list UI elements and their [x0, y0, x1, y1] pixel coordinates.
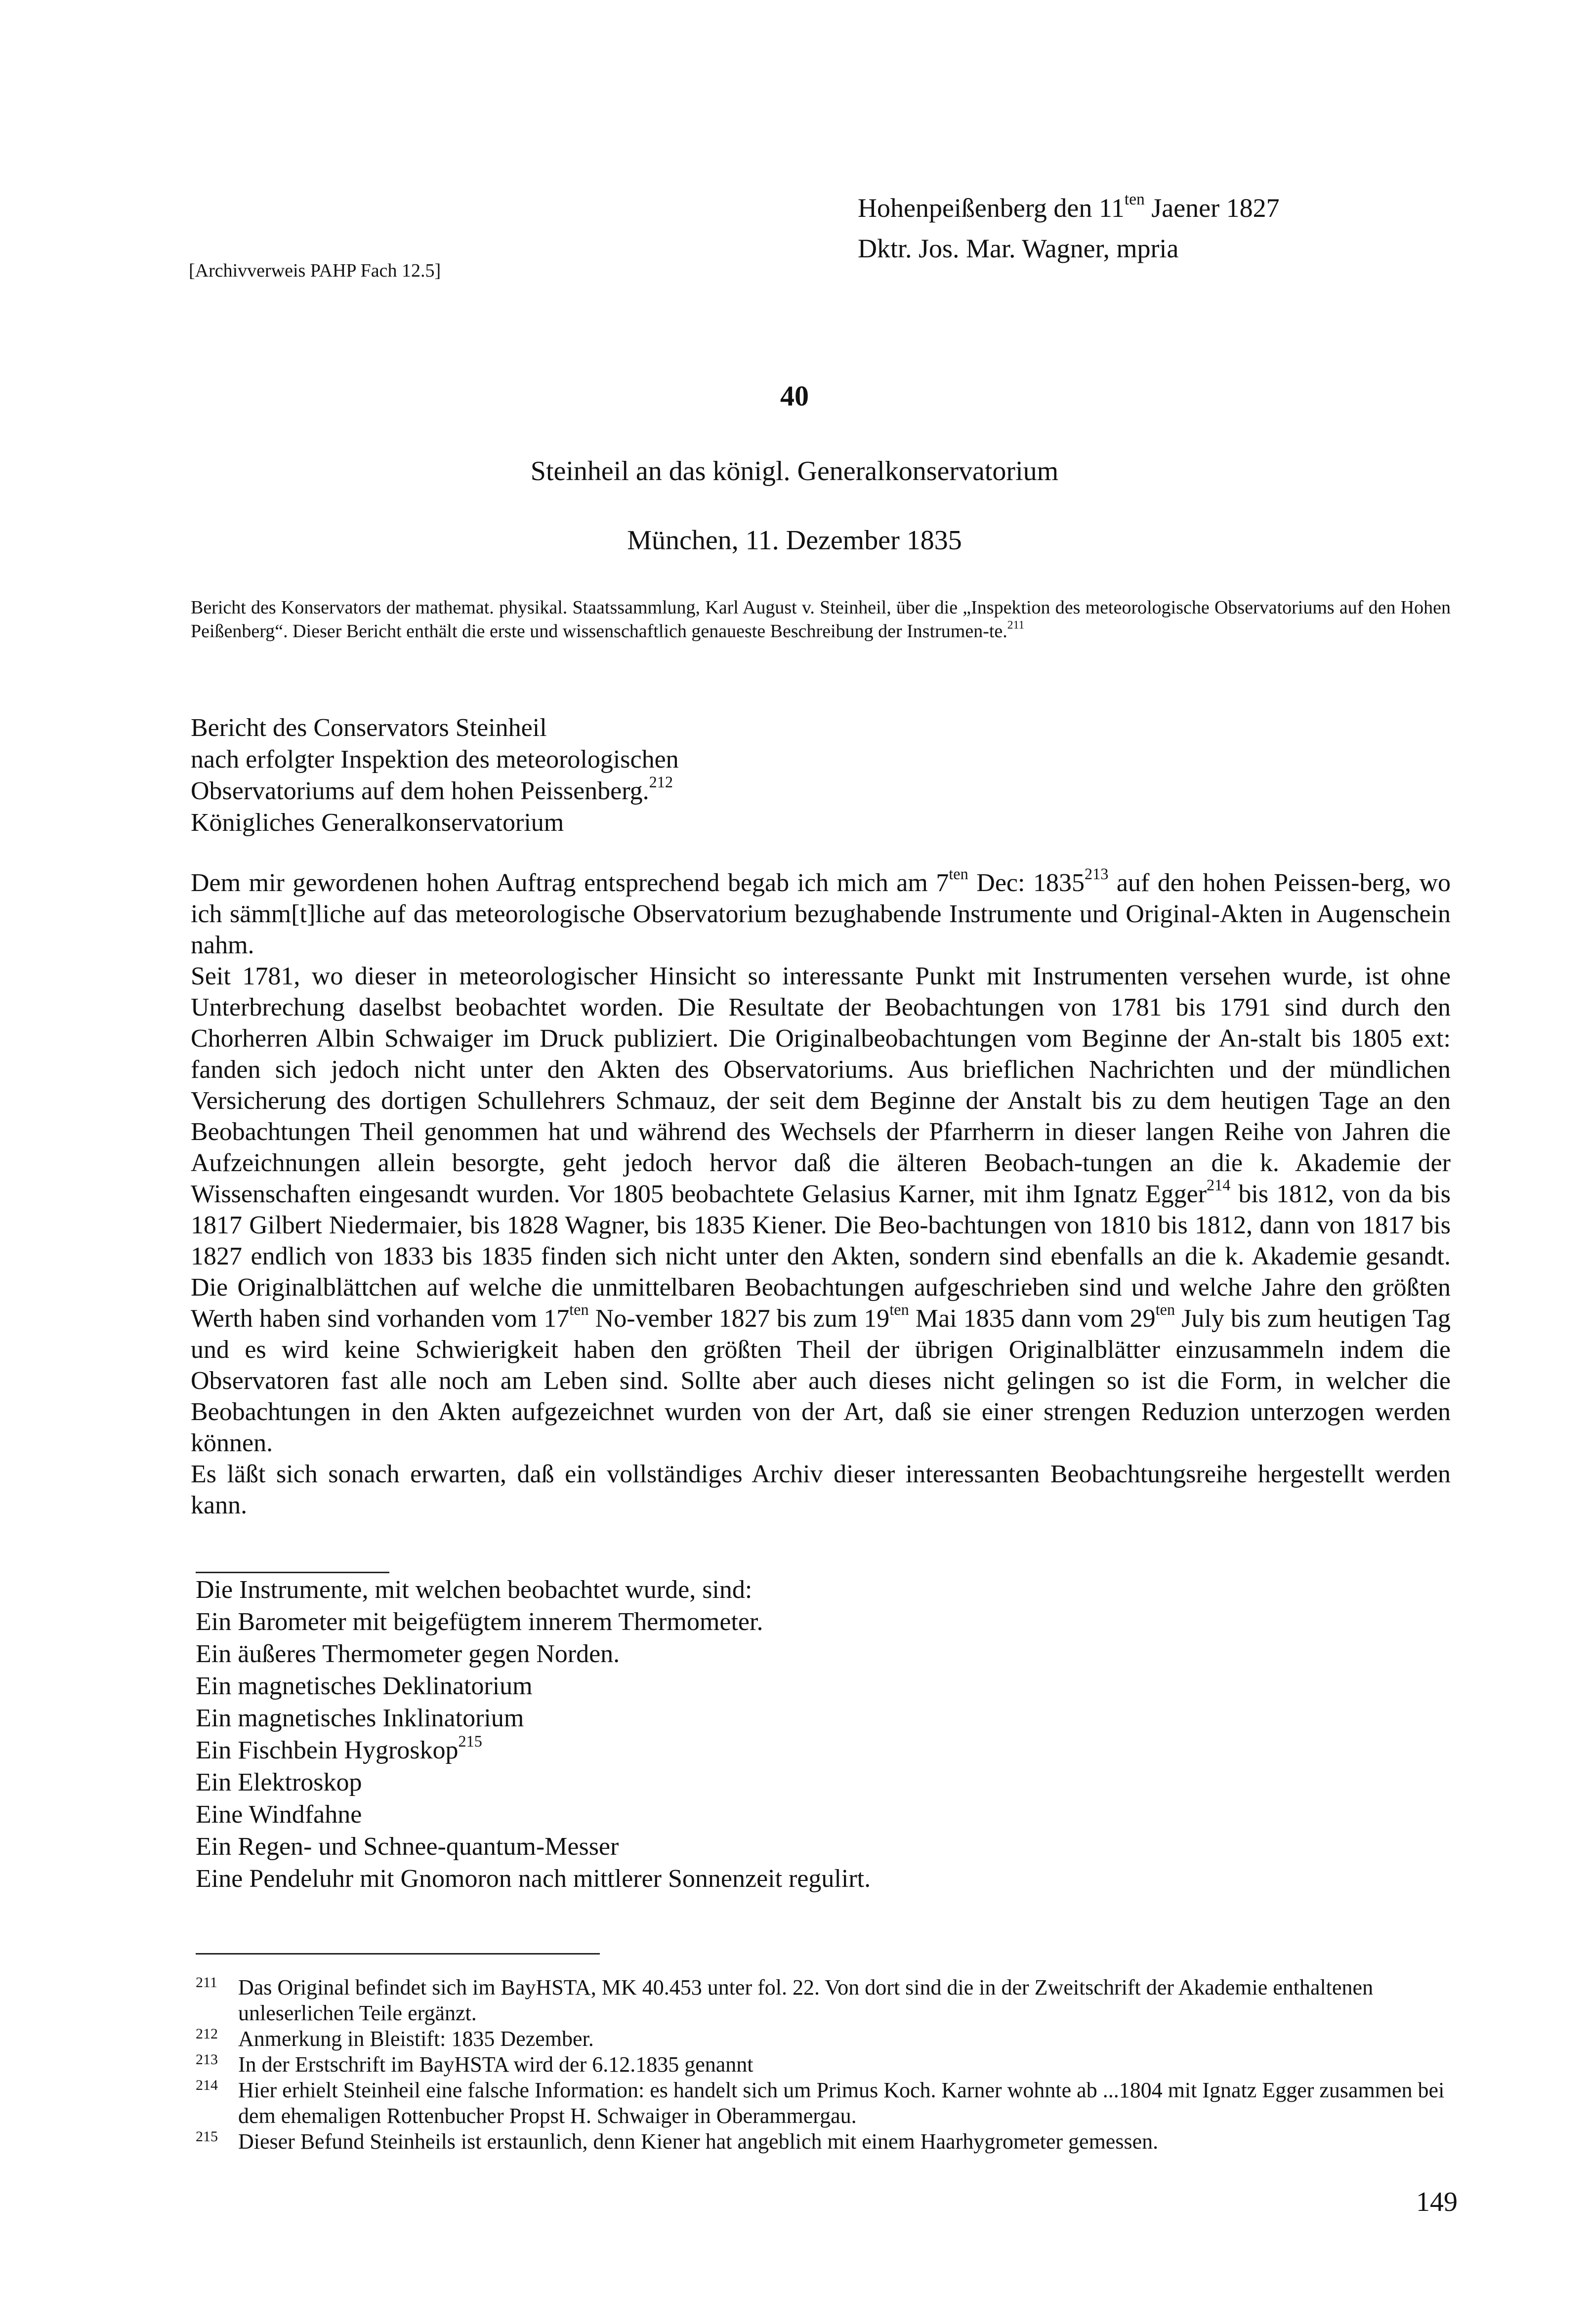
- instrument-item: Eine Pendeluhr mit Gnomoron nach mittlerer Sonnenzeit regulirt.: [196, 1865, 871, 1893]
- instrument-item: Ein magnetisches Inklinatorium: [196, 1704, 524, 1732]
- report-heading-line: Observatoriums auf dem hohen Peissenberg.$^{212}$: [191, 773, 673, 805]
- instrument-item: Ein äußeres Thermometer gegen Norden.: [196, 1640, 620, 1668]
- superscript-ten: ten: [889, 1300, 909, 1318]
- signature-place-date: Hohenpeißenberg den $11^{ten}$ Jaener 1827: [858, 190, 1280, 223]
- superscript-ten: ten: [1155, 1300, 1175, 1318]
- footnote-211: 211 Das Original befindet sich im BayHSTA, MK 40.453 unter fol. 22. Von dort sind die in der Zweitschrift der Akademie enthaltenen unleserlichen Teile ergänzt.: [196, 1974, 1374, 2025]
- footnote-ref-213: 213: [1085, 864, 1109, 883]
- section-divider: [196, 1572, 389, 1573]
- instrument-list-intro: Die Instrumente, mit welchen beobachtet wurde, sind:: [196, 1576, 753, 1604]
- superscript-ten: ten: [1124, 190, 1145, 208]
- archive-reference: [Archivverweis PAHP Fach 12.5]: [189, 260, 441, 281]
- instrument-item: Ein magnetisches Deklinatorium: [196, 1672, 533, 1700]
- document-summary: Bericht des Konservators der mathemat. physikal. Staatssammlung, Karl August v. Steinheil, über die „Inspektion des meteorologische Observatoriums auf den Hohen Peißenberg“. Dieser Bericht enthält die erste und wissenschaftlich genaueste Beschreibung der Instrumen-te.$^{211}$: [191, 597, 1451, 642]
- body-paragraph-2: Seit 1781, wo dieser in meteorologischer Hinsicht so interessante Punkt mit Instrumenten versehen wurde, ist ohne Unterbrechung daselbst beobachtet worden. Die Resultate der Beobachtungen von 1781 bis 1791 sind durch den Chorherren Albin Schwaiger im Druck publiziert. Die Originalbeobachtungen vom Beginne der An-stalt bis 1805 ext: fanden sich jedoch nicht unter den Akten des Observatoriums. Aus brieflichen Nachrichten und der mündlichen Versicherung des dortigen Schullehrers Schmauz, der seit dem Beginne der Anstalt bis zu dem heutigen Tage an den Beobachtungen Theil genommen hat und während des Wechsels der Pfarrherrn in dieser langen Reihe von Jahren die Aufzeichnungen allein besorgte, geht jedoch hervor daß die älteren Beobach-tungen an die k. Akademie der Wissenschaften eingesandt wurden. Vor 1805 beobachtete Gelasius Karner, mit ihm Ignatz Egger$^{214}$ bis 1812, von da bis 1817 Gilbert Niedermaier, bis 1828 Wagner, bis 1835 Kiener. Die Beo-bachtungen von 1810 bis 1812, dann von 1817 bis 1827 endlich von 1833 bis 1835 finden sich nicht unter den Akten, sondern sind ebenfalls an die k. Akademie gesandt. Die Originalblättchen auf welche die unmittelbaren Beobachtungen aufgeschrieben sind und welche Jahre den größten Werth haben sind vorhanden vom $17^{ten}$ No-vember 1827 bis zum $19^{ten}$ Mai 1835 dann vom $29^{ten}$ July bis zum heutigen Tag und es wird keine Schwierigkeit haben den größten Theil der übrigen Originalblätter einzusammeln indem die Observatoren fast alle noch am Leben sind. Sollte aber auch dieses nicht gelingen so ist die Form, in welcher die Beobachtungen in den Akten aufgezeichnet wurden von der Art, daß sie einer strengen Reduzion unterzogen werden können.: [191, 962, 1451, 1457]
- superscript-ten: ten: [569, 1300, 589, 1318]
- report-heading-line: nach erfolgter Inspektion des meteorologischen: [191, 745, 679, 774]
- body-paragraph-1: Dem mir gewordenen hohen Auftrag entsprechend begab ich mich am $7^{ten}$ Dec: 1835$^{213}$ auf den hohen Peissen-berg, wo ich sämm[t]liche auf das meteorologische Observatorium bezughabende Instrumente und Original-Akten in Augenschein nahm.: [191, 864, 1451, 959]
- document-date: München, 11. Dezember 1835: [627, 525, 962, 556]
- footnote-213: 213 In der Erstschrift im BayHSTA wird der 6.12.1835 genannt: [196, 2051, 753, 2077]
- page-number: 149: [1416, 2187, 1458, 2217]
- report-body: [191, 864, 1451, 1521]
- footnotes: [196, 1975, 1461, 2155]
- report-heading: [191, 712, 679, 839]
- report-heading-line: Königliches Generalkonservatorium: [191, 809, 564, 837]
- signature-block: [858, 188, 1280, 269]
- footnote-ref-214: 214: [1207, 1176, 1231, 1194]
- superscript-ten: ten: [949, 864, 968, 883]
- footnote-ref-212: 212: [649, 773, 673, 791]
- instrument-item: Ein Regen- und Schnee-quantum-Messer: [196, 1833, 619, 1861]
- footnote-ref-211: 211: [1007, 618, 1025, 632]
- instrument-item: Ein Elektroskop: [196, 1768, 362, 1796]
- footnote-ref-215: 215: [458, 1732, 482, 1750]
- footnote-214: 214 Hier erhielt Steinheil eine falsche Information: es handelt sich um Primus Koch. Karner wohnte ab ...1804 mit Ignatz Egger zusammen bei dem ehemaligen Rottenbucher Propst H. Schwaiger in Oberammergau.: [196, 2077, 1445, 2128]
- body-paragraph-3: Es läßt sich sonach erwarten, daß ein vollständiges Archiv dieser interessanten Beobachtungsreihe hergestellt werden kann.: [191, 1460, 1451, 1519]
- document-number: 40: [780, 380, 809, 412]
- instrument-list: [196, 1574, 871, 1895]
- instrument-item: Ein Barometer mit beigefügtem innerem Thermometer.: [196, 1608, 763, 1636]
- signature-name: Dktr. Jos. Mar. Wagner, mpria: [858, 234, 1179, 263]
- footnote-separator: [196, 1953, 600, 1955]
- footnote-215: 215 Dieser Befund Steinheils ist erstaunlich, denn Kiener hat angeblich mit einem Haarhygrometer gemessen.: [196, 2128, 1159, 2154]
- report-heading-line: Bericht des Conservators Steinheil: [191, 714, 547, 742]
- instrument-item: Ein Fischbein Hygroskop$^{215}$: [196, 1732, 482, 1764]
- footnote-212: 212 Anmerkung in Bleistift: 1835 Dezember.: [196, 2026, 594, 2051]
- instrument-item: Eine Windfahne: [196, 1800, 362, 1829]
- document-title: Steinheil an das königl. Generalkonservatorium: [530, 456, 1059, 487]
